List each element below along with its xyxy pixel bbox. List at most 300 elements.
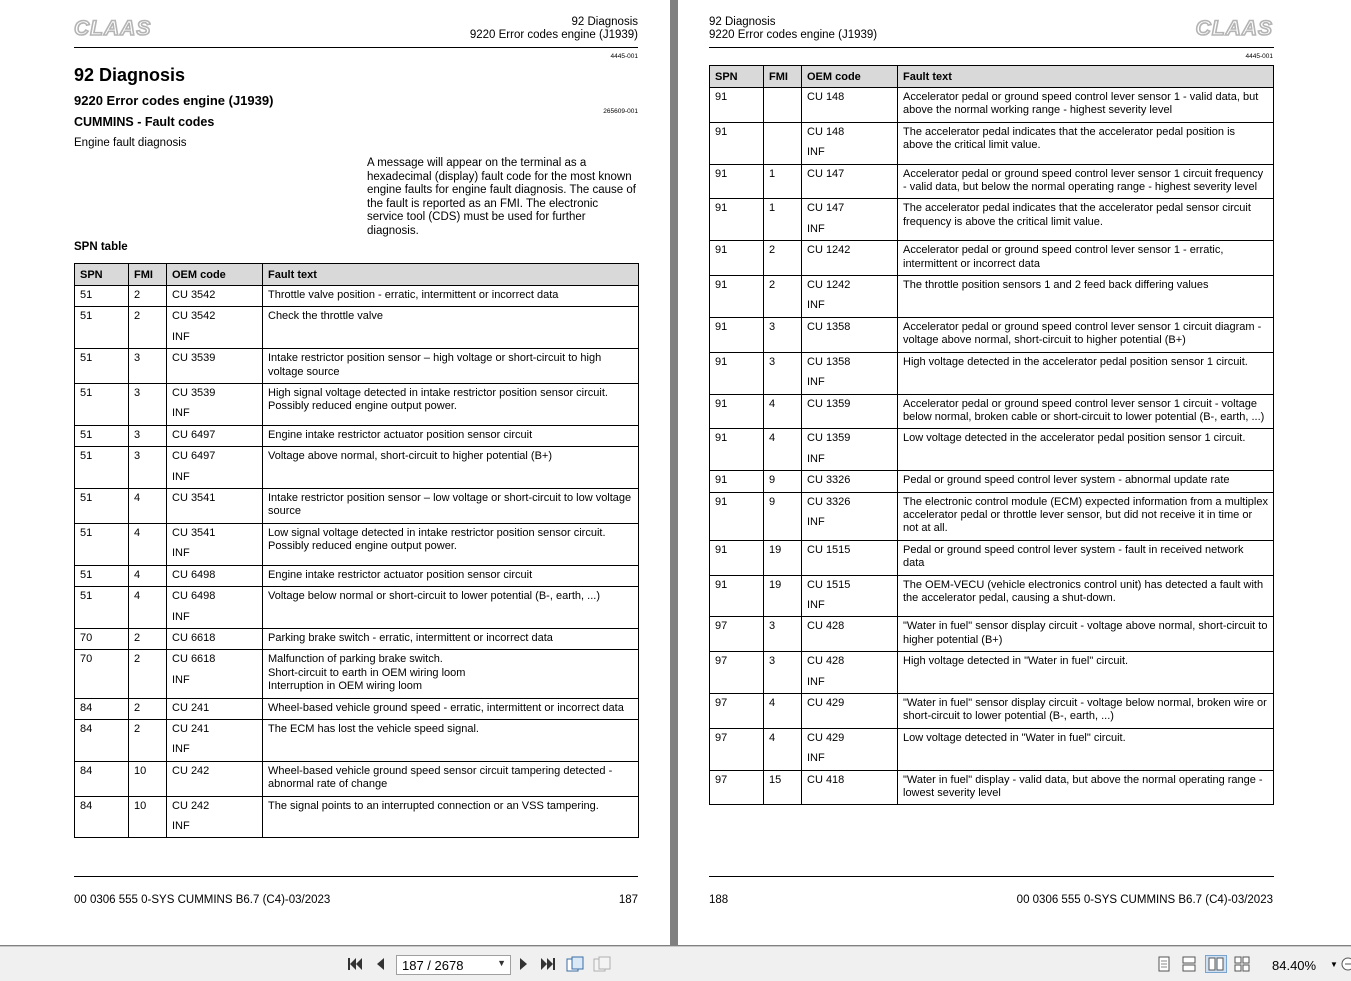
oem-code-cell xyxy=(167,796,263,838)
fmi-cell xyxy=(764,317,802,352)
spn-cell-value: 70 xyxy=(80,653,93,666)
fault-table-left xyxy=(74,263,639,838)
fault-text-cell xyxy=(898,88,1274,123)
oem-code-cell xyxy=(167,349,263,384)
fmi-cell xyxy=(764,471,802,492)
fault-text-cell-value: Pedal or ground speed control lever system - abnormal update rate xyxy=(903,474,1230,487)
spn-cell xyxy=(710,575,764,617)
fmi-cell-value: 2 xyxy=(134,701,141,714)
fault-text-cell-value: The throttle position sensors 1 and 2 feed back differing values xyxy=(903,279,1209,292)
fmi-cell-value: 2 xyxy=(134,289,141,301)
table-row xyxy=(75,523,639,565)
spn-cell-value: 51 xyxy=(80,387,93,400)
oem-code-cell-value: CU 148 xyxy=(807,125,845,138)
oem-code-cell xyxy=(167,523,263,565)
fmi-cell-value: 3 xyxy=(134,428,141,441)
fmi-cell-value: 10 xyxy=(134,799,147,812)
fmi-cell xyxy=(764,770,802,805)
first-page-button[interactable] xyxy=(346,955,364,973)
spn-cell xyxy=(710,199,764,241)
fmi-cell xyxy=(764,122,802,164)
header-rule xyxy=(74,47,638,48)
single-page-view-button[interactable] xyxy=(1155,955,1173,973)
fmi-cell xyxy=(129,587,167,629)
spn-cell xyxy=(75,698,129,719)
table-row xyxy=(75,796,639,838)
fmi-cell-value: 3 xyxy=(769,320,776,333)
footer-rule xyxy=(74,876,638,877)
table-row xyxy=(75,384,639,426)
fmi-cell-value: 3 xyxy=(769,620,776,633)
next-page-button[interactable] xyxy=(516,955,532,973)
description-text: A message will appear on the terminal as a hexadecimal (display) fault code for the most known engine faults for engine fault diagnosis. The cause of the fault is reported as an FMI. The electronic service tool (CDS) must be used for further diagnosis. xyxy=(367,157,636,237)
oem-code-cell xyxy=(802,770,898,805)
oem-code-cell xyxy=(167,489,263,524)
fmi-cell-value: 4 xyxy=(134,590,141,603)
oem-code-cell xyxy=(802,617,898,652)
fault-text-cell-value: Accelerator pedal or ground speed control lever sensor 1 circuit diagram - voltage above normal, short-circuit to higher potential (B+) xyxy=(903,320,1262,347)
spn-cell-value: 91 xyxy=(715,495,728,508)
spn-cell xyxy=(75,719,129,761)
section-title: CUMMINS - Fault codes xyxy=(74,115,215,129)
claas-logo: CLAAS xyxy=(74,17,152,40)
table-row xyxy=(710,88,1274,123)
fmi-cell-value: 3 xyxy=(134,387,141,400)
spn-cell xyxy=(710,770,764,805)
oem-code-cell xyxy=(802,88,898,123)
table-row xyxy=(75,565,639,586)
table-row xyxy=(710,429,1274,471)
oem-code-cell xyxy=(802,352,898,394)
spn-cell xyxy=(75,286,129,307)
oem-code-cell-value: CU 1358 xyxy=(807,355,851,368)
fault-text-cell xyxy=(898,317,1274,352)
fmi-cell-value: 1 xyxy=(769,167,776,180)
spn-cell-value: 84 xyxy=(80,764,93,777)
spn-cell xyxy=(710,652,764,694)
fault-text-cell-value: Engine intake restrictor actuator position sensor circuit xyxy=(268,568,533,581)
spn-cell-value: 51 xyxy=(80,526,93,539)
spn-cell xyxy=(710,728,764,770)
fault-text-cell-value: Wheel-based vehicle ground speed - erratic, intermittent or incorrect data xyxy=(268,701,624,714)
header-section: 9220 Error codes engine (J1939) xyxy=(709,29,878,41)
spn-cell xyxy=(710,122,764,164)
spn-cell-value: 91 xyxy=(715,244,728,257)
fault-text-cell xyxy=(898,199,1274,241)
oem-code-cell xyxy=(167,628,263,649)
fmi-cell-value: 3 xyxy=(134,352,141,365)
fmi-cell-value: 19 xyxy=(769,578,782,591)
spn-cell-value: 91 xyxy=(715,125,728,138)
oem-code-cell xyxy=(167,698,263,719)
continuous-facing-view-button[interactable] xyxy=(1233,955,1251,973)
spn-cell xyxy=(75,447,129,489)
col-spn: SPN xyxy=(75,264,129,286)
spn-cell-value: 84 xyxy=(80,701,93,714)
oem-code-cell xyxy=(167,761,263,796)
inf-marker: INF xyxy=(172,819,190,832)
oem-code-cell-value: CU 3539 xyxy=(172,387,216,400)
fault-text-cell-value: Pedal or ground speed control lever system - fault in received network data xyxy=(903,543,1244,570)
spn-cell-value: 51 xyxy=(80,289,93,301)
spn-cell-value: 84 xyxy=(80,722,93,735)
fault-text-cell-value: Low voltage detected in "Water in fuel" circuit. xyxy=(903,731,1126,744)
fmi-cell xyxy=(764,652,802,694)
oem-code-cell xyxy=(802,575,898,617)
fault-text-cell xyxy=(263,307,639,349)
fmi-cell xyxy=(764,199,802,241)
fmi-cell xyxy=(129,489,167,524)
fault-text-cell-value: Accelerator pedal or ground speed control lever sensor 1 - valid data, but above the normal working range - highest severity level xyxy=(903,91,1259,117)
table-row xyxy=(75,650,639,698)
table-row xyxy=(710,492,1274,540)
oem-code-cell xyxy=(802,276,898,318)
fault-text-cell-value: The accelerator pedal indicates that the accelerator pedal sensor circuit frequency is above the critical limit value. xyxy=(903,202,1251,228)
oem-code-cell-value: CU 1358 xyxy=(807,320,851,333)
previous-page-button[interactable] xyxy=(372,955,388,973)
viewer-toolbar xyxy=(0,946,1351,981)
table-title: SPN table xyxy=(74,241,128,253)
fmi-cell xyxy=(764,394,802,429)
fault-text-cell-value: The electronic control module (ECM) expected information from a multiplex accelerator pedal or throttle lever sensor, but did not receive it in time or not at all. xyxy=(903,495,1268,535)
spn-cell xyxy=(710,617,764,652)
col-fault-text: Fault text xyxy=(898,66,1274,88)
fault-text-cell xyxy=(263,628,639,649)
fault-text-cell xyxy=(263,650,639,698)
page-header xyxy=(709,16,877,42)
fmi-cell-value: 4 xyxy=(134,568,141,581)
spn-cell-value: 51 xyxy=(80,450,93,463)
oem-code-cell-value: CU 3326 xyxy=(807,495,851,508)
zoom-in-button[interactable] xyxy=(1341,955,1351,973)
fmi-cell xyxy=(764,540,802,575)
spn-cell-value: 51 xyxy=(80,492,93,505)
fmi-cell-value: 19 xyxy=(769,543,782,556)
fmi-cell xyxy=(764,728,802,770)
inf-marker: INF xyxy=(172,470,190,483)
inf-marker: INF xyxy=(172,673,190,686)
spn-cell-value: 91 xyxy=(715,474,728,487)
fault-text-cell xyxy=(263,523,639,565)
table-row xyxy=(710,540,1274,575)
fault-text-cell xyxy=(263,796,639,838)
fault-text-cell-value: The ECM has lost the vehicle speed signal. xyxy=(268,722,479,735)
inf-marker: INF xyxy=(807,452,825,465)
table-row xyxy=(710,199,1274,241)
chevron-down-icon[interactable]: ▼ xyxy=(497,958,506,968)
fault-text-cell-value: "Water in fuel" sensor display circuit - voltage above normal, short-circuit to higher potential (B+) xyxy=(903,620,1268,646)
spn-cell-value: 91 xyxy=(715,578,728,591)
oem-code-cell xyxy=(802,241,898,276)
oem-code-cell xyxy=(802,199,898,241)
table-row xyxy=(710,652,1274,694)
spn-cell xyxy=(75,425,129,446)
spn-cell xyxy=(75,796,129,838)
last-page-button[interactable] xyxy=(539,955,557,973)
last-page-icon xyxy=(540,957,556,971)
inf-marker: INF xyxy=(807,515,825,528)
spn-cell-value: 91 xyxy=(715,355,728,368)
oem-code-cell-value: CU 1359 xyxy=(807,397,851,410)
spn-cell-value: 51 xyxy=(80,352,93,365)
table-row xyxy=(710,241,1274,276)
spn-cell-value: 91 xyxy=(715,91,728,103)
inf-marker: INF xyxy=(807,222,825,235)
fmi-cell-value: 3 xyxy=(769,355,776,368)
spn-cell xyxy=(710,164,764,199)
facing-pages-view-button[interactable] xyxy=(1205,955,1227,973)
spn-cell-value: 91 xyxy=(715,320,728,333)
oem-code-cell-value: CU 241 xyxy=(172,701,210,714)
fault-text-cell-value: Accelerator pedal or ground speed control lever sensor 1 circuit - voltage below normal, broken cable or short-circuit to lower potential (B-, earth, ...) xyxy=(903,397,1265,423)
spn-cell xyxy=(710,429,764,471)
fault-text-cell xyxy=(898,164,1274,199)
spn-cell-value: 97 xyxy=(715,773,728,786)
oem-code-cell-value: CU 3541 xyxy=(172,526,216,539)
oem-code-cell xyxy=(167,425,263,446)
col-oem-code: OEM code xyxy=(802,66,898,88)
fmi-cell xyxy=(764,617,802,652)
fault-text-cell-value: High voltage detected in "Water in fuel" circuit. xyxy=(903,655,1129,668)
fault-text-cell-value: Intake restrictor position sensor – low voltage or short-circuit to low voltage source xyxy=(268,492,632,518)
spn-cell xyxy=(75,523,129,565)
fmi-cell xyxy=(129,565,167,586)
spn-cell xyxy=(75,489,129,524)
page-number-value: 187 / 2678 xyxy=(402,958,464,973)
col-fault-text: Fault text xyxy=(263,264,639,286)
oem-code-cell xyxy=(802,471,898,492)
spn-cell-value: 97 xyxy=(715,620,728,633)
fault-text-cell xyxy=(898,617,1274,652)
spn-cell xyxy=(75,565,129,586)
header-chapter: 92 Diagnosis xyxy=(571,16,638,28)
oem-code-cell-value: CU 242 xyxy=(172,799,210,812)
oem-code-cell xyxy=(167,650,263,698)
table-row xyxy=(75,587,639,629)
copy-page-icon xyxy=(566,956,584,972)
fmi-cell-value: 4 xyxy=(769,731,776,744)
header-section: 9220 Error codes engine (J1939) xyxy=(469,29,638,41)
oem-code-cell-value: CU 6618 xyxy=(172,631,216,644)
table-row xyxy=(710,770,1274,805)
table-row xyxy=(710,317,1274,352)
oem-code-cell xyxy=(802,394,898,429)
paste-page-icon xyxy=(593,956,611,972)
table-row xyxy=(75,286,639,307)
fmi-cell-value: 4 xyxy=(769,697,776,709)
oem-code-cell xyxy=(802,429,898,471)
fault-text-cell-value: Parking brake switch - erratic, intermittent or incorrect data xyxy=(268,631,553,644)
oem-code-cell-value: CU 429 xyxy=(807,731,845,744)
oem-code-cell xyxy=(167,587,263,629)
oem-code-cell-value: CU 1242 xyxy=(807,279,851,292)
oem-code-cell xyxy=(167,565,263,586)
oem-code-cell-value: CU 148 xyxy=(807,91,845,103)
fmi-cell xyxy=(129,650,167,698)
header-rule xyxy=(709,47,1274,48)
zoom-level[interactable]: 84.40% xyxy=(1272,958,1317,973)
fault-text-cell-value: The OEM-VECU (vehicle electronics control unit) has detected a fault with the accelerator pedal, causing a shut-down. xyxy=(903,578,1264,604)
fault-text-cell xyxy=(898,429,1274,471)
oem-code-cell xyxy=(802,540,898,575)
fmi-cell-value: 4 xyxy=(769,432,776,445)
spn-cell-value: 91 xyxy=(715,397,728,410)
fmi-cell xyxy=(129,384,167,426)
oem-code-cell-value: CU 147 xyxy=(807,167,845,180)
fmi-cell-value: 4 xyxy=(134,492,141,505)
oem-code-cell-value: CU 6497 xyxy=(172,428,216,441)
fmi-cell-value: 2 xyxy=(134,631,141,644)
oem-code-cell xyxy=(802,122,898,164)
spn-cell-value: 84 xyxy=(80,799,93,812)
fmi-cell xyxy=(764,88,802,123)
spn-cell-value: 51 xyxy=(80,568,93,581)
fault-text-cell-value: Malfunction of parking brake switch. Short-circuit to earth in OEM wiring loom Interruption in OEM wiring loom xyxy=(268,653,466,693)
fmi-cell xyxy=(129,523,167,565)
table-row xyxy=(75,719,639,761)
oem-code-cell-value: CU 1515 xyxy=(807,578,851,591)
spn-cell xyxy=(75,307,129,349)
previous-page-icon xyxy=(375,957,385,971)
footer-document-id: 00 0306 555 0-SYS CUMMINS B6.7 (C4)-03/2023 xyxy=(1016,894,1273,906)
inf-marker: INF xyxy=(807,598,825,611)
fault-text-cell-value: High signal voltage detected in intake restrictor position sensor circuit. Possibly reduced engine output power. xyxy=(268,387,608,413)
intro-text: Engine fault diagnosis xyxy=(74,137,187,149)
spn-cell-value: 91 xyxy=(715,202,728,215)
table-row xyxy=(710,728,1274,770)
spn-cell xyxy=(75,587,129,629)
fault-text-cell-value: Voltage above normal, short-circuit to higher potential (B+) xyxy=(268,450,553,463)
copy-page-button[interactable] xyxy=(565,955,585,973)
page-title: 92 Diagnosis xyxy=(74,65,186,85)
spn-cell xyxy=(75,349,129,384)
oem-code-cell xyxy=(167,447,263,489)
fault-text-cell-value: "Water in fuel" display - valid data, but above the normal operating range - lowest severity level xyxy=(903,773,1263,800)
oem-code-cell xyxy=(802,492,898,540)
fmi-cell-value: 4 xyxy=(134,526,141,539)
spn-cell xyxy=(710,317,764,352)
col-fmi: FMI xyxy=(764,66,802,88)
fmi-cell xyxy=(129,447,167,489)
oem-code-cell xyxy=(802,164,898,199)
fmi-cell xyxy=(129,425,167,446)
spn-cell xyxy=(710,694,764,729)
pdf-page-left xyxy=(0,0,670,945)
fault-text-cell-value: Check the throttle valve xyxy=(268,310,383,323)
table-row xyxy=(710,471,1274,492)
inf-marker: INF xyxy=(807,752,825,765)
fmi-cell xyxy=(129,307,167,349)
table-header-row xyxy=(710,66,1274,88)
fmi-cell xyxy=(129,286,167,307)
oem-code-cell xyxy=(802,694,898,729)
fault-text-cell xyxy=(898,575,1274,617)
oem-code-cell-value: CU 3539 xyxy=(172,352,216,365)
fault-text-cell xyxy=(898,276,1274,318)
spn-cell xyxy=(710,276,764,318)
spn-cell-value: 91 xyxy=(715,279,728,292)
inf-marker: INF xyxy=(172,407,190,420)
table-row xyxy=(75,349,639,384)
pdf-page-right xyxy=(678,0,1351,945)
spn-cell-value: 97 xyxy=(715,697,728,709)
table-row xyxy=(710,276,1274,318)
inf-marker: INF xyxy=(807,376,825,389)
oem-code-cell-value: CU 429 xyxy=(807,697,845,709)
page-header xyxy=(470,16,638,42)
zoom-in-icon xyxy=(1341,957,1351,971)
spn-cell xyxy=(75,628,129,649)
oem-code-cell-value: CU 147 xyxy=(807,202,845,215)
spn-cell xyxy=(710,471,764,492)
section-code: 265609-001 xyxy=(603,108,638,115)
single-page-icon xyxy=(1158,956,1170,972)
fault-text-cell xyxy=(263,384,639,426)
fault-text-cell xyxy=(898,492,1274,540)
zoom-dropdown-icon[interactable]: ▼ xyxy=(1330,959,1338,969)
fmi-cell xyxy=(764,492,802,540)
page-number-input[interactable] xyxy=(396,955,511,975)
fault-text-cell xyxy=(263,286,639,307)
oem-code-cell-value: CU 1242 xyxy=(807,244,851,257)
fault-text-cell-value: Low voltage detected in the accelerator pedal position sensor 1 circuit. xyxy=(903,432,1246,445)
page-subtitle: 9220 Error codes engine (J1939) xyxy=(74,93,274,108)
inf-marker: INF xyxy=(172,610,190,623)
fault-text-cell-value: Throttle valve position - erratic, intermittent or incorrect data xyxy=(268,289,559,301)
spn-cell xyxy=(710,540,764,575)
facing-pages-icon xyxy=(1208,957,1224,971)
next-page-icon xyxy=(519,957,529,971)
fault-text-cell xyxy=(263,698,639,719)
page-number: 187 xyxy=(618,894,638,906)
fault-text-cell xyxy=(263,565,639,586)
table-row xyxy=(75,447,639,489)
spn-cell-value: 70 xyxy=(80,631,93,644)
fault-text-cell xyxy=(898,394,1274,429)
continuous-view-button[interactable] xyxy=(1180,955,1198,973)
table-row xyxy=(75,489,639,524)
col-fmi: FMI xyxy=(129,264,167,286)
spn-cell xyxy=(75,761,129,796)
spn-cell xyxy=(710,492,764,540)
fmi-cell-value: 9 xyxy=(769,474,776,487)
paste-page-button[interactable] xyxy=(592,955,612,973)
inf-marker: INF xyxy=(807,299,825,312)
table-row xyxy=(710,164,1274,199)
table-row xyxy=(710,575,1274,617)
spn-cell-value: 51 xyxy=(80,590,93,603)
oem-code-cell xyxy=(802,317,898,352)
oem-code-cell-value: CU 6498 xyxy=(172,568,216,581)
table-row xyxy=(75,628,639,649)
fmi-cell xyxy=(129,719,167,761)
spn-cell xyxy=(710,241,764,276)
inf-marker: INF xyxy=(172,330,190,343)
fmi-cell-value: 3 xyxy=(134,450,141,463)
fmi-cell-value: 2 xyxy=(769,244,776,257)
fault-text-cell xyxy=(263,349,639,384)
fmi-cell xyxy=(764,575,802,617)
fault-text-cell-value: Voltage below normal or short-circuit to lower potential (B-, earth, ...) xyxy=(268,590,600,603)
fmi-cell xyxy=(129,761,167,796)
fmi-cell xyxy=(764,429,802,471)
inf-marker: INF xyxy=(807,146,825,159)
oem-code-cell xyxy=(802,652,898,694)
fault-text-cell xyxy=(898,122,1274,164)
fault-text-cell xyxy=(898,770,1274,805)
fault-text-cell-value: Intake restrictor position sensor – high voltage or short-circuit to high voltage source xyxy=(268,352,602,378)
fmi-cell xyxy=(764,352,802,394)
